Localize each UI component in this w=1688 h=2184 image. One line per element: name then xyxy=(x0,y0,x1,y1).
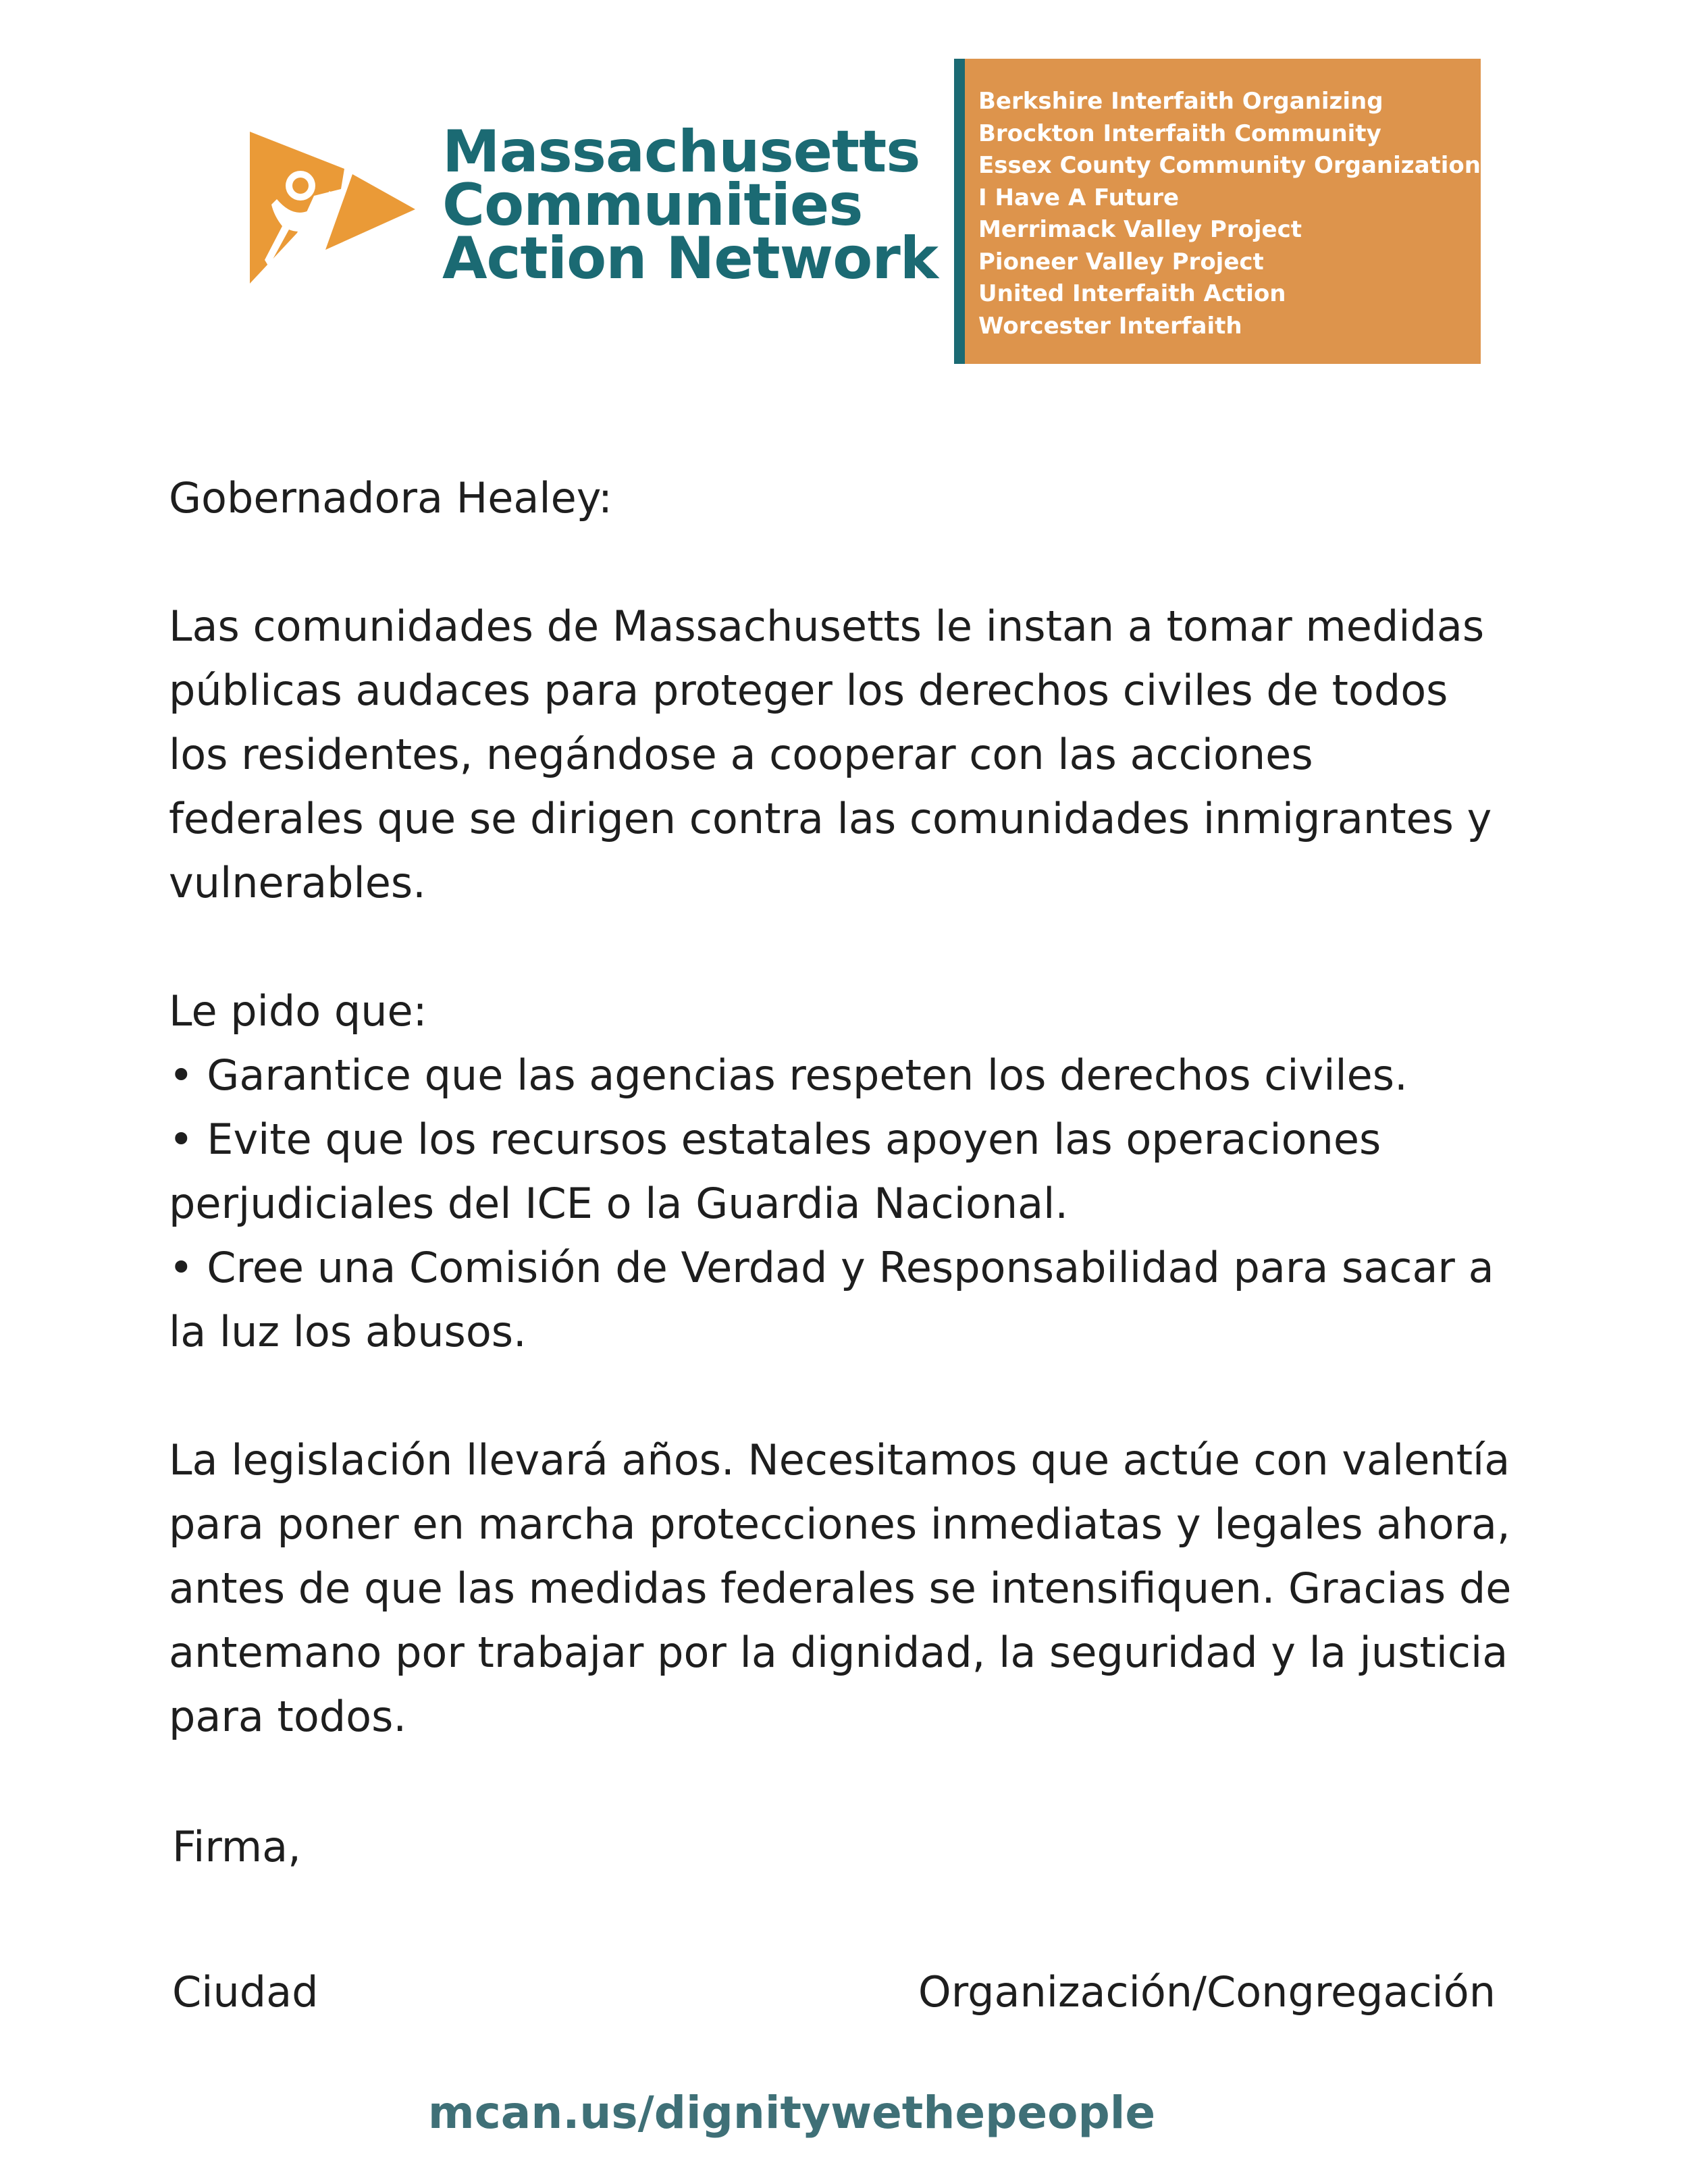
logo-figure-head-center xyxy=(292,178,309,194)
request-heading: Le pido que: xyxy=(169,986,427,1036)
organization-label: Organización/Congregación xyxy=(918,1967,1496,2017)
member-organization: I Have A Future xyxy=(978,184,1180,211)
member-organization: Worcester Interfaith xyxy=(978,312,1242,340)
member-organization: United Interfaith Action xyxy=(978,280,1286,307)
member-organization: Pioneer Valley Project xyxy=(978,248,1264,275)
mcan-logo-icon xyxy=(250,132,415,287)
logo-line: Action Network xyxy=(442,225,938,292)
letter-closing-paragraph: La legislación llevará años. Necesitamos que actúe con valentía para poner en marcha protecciones inmediatas y legales ahora, antes de que las medidas federales se intensifiquen. Gracias de antemano por trabajar por la dignidad, la seguridad y la justicia para todos. xyxy=(169,1435,1512,1741)
logo-left-wing xyxy=(250,132,344,284)
request-item: • Evite que los recursos estatales apoyen las operaciones perjudiciales del ICE o la Guardia Nacional. xyxy=(169,1115,1381,1228)
member-organization: Brockton Interfaith Community xyxy=(978,119,1381,147)
request-item: • Garantice que las agencias respeten los derechos civiles. xyxy=(169,1050,1408,1100)
letter-intro-paragraph: Las comunidades de Massachusetts le instan a tomar medidas públicas audaces para proteger los derechos civiles de todos los residentes, negándose a cooperar con las acciones federales que se dirigen contra las comunidades inmigrantes y vulnerables. xyxy=(169,602,1492,907)
city-label: Ciudad xyxy=(172,1967,319,2017)
campaign-url: mcan.us/dignitywethepeople xyxy=(427,2087,1156,2139)
letter-salutation: Gobernadora Healey: xyxy=(169,473,612,523)
signature-label: Firma, xyxy=(172,1822,301,1871)
request-item: • Cree una Comisión de Verdad y Responsabilidad para sacar a la luz los abusos. xyxy=(169,1243,1494,1356)
member-organization: Essex County Community Organization xyxy=(978,152,1481,179)
logo-line: Communities xyxy=(442,171,863,239)
organization-logo-text xyxy=(442,118,938,292)
member-organization: Berkshire Interfaith Organizing xyxy=(978,88,1383,115)
member-organizations-box xyxy=(954,59,1481,364)
member-organization: Merrimack Valley Project xyxy=(978,216,1302,243)
logo-line: Massachusetts xyxy=(442,118,920,186)
letter-body xyxy=(169,466,1519,1749)
